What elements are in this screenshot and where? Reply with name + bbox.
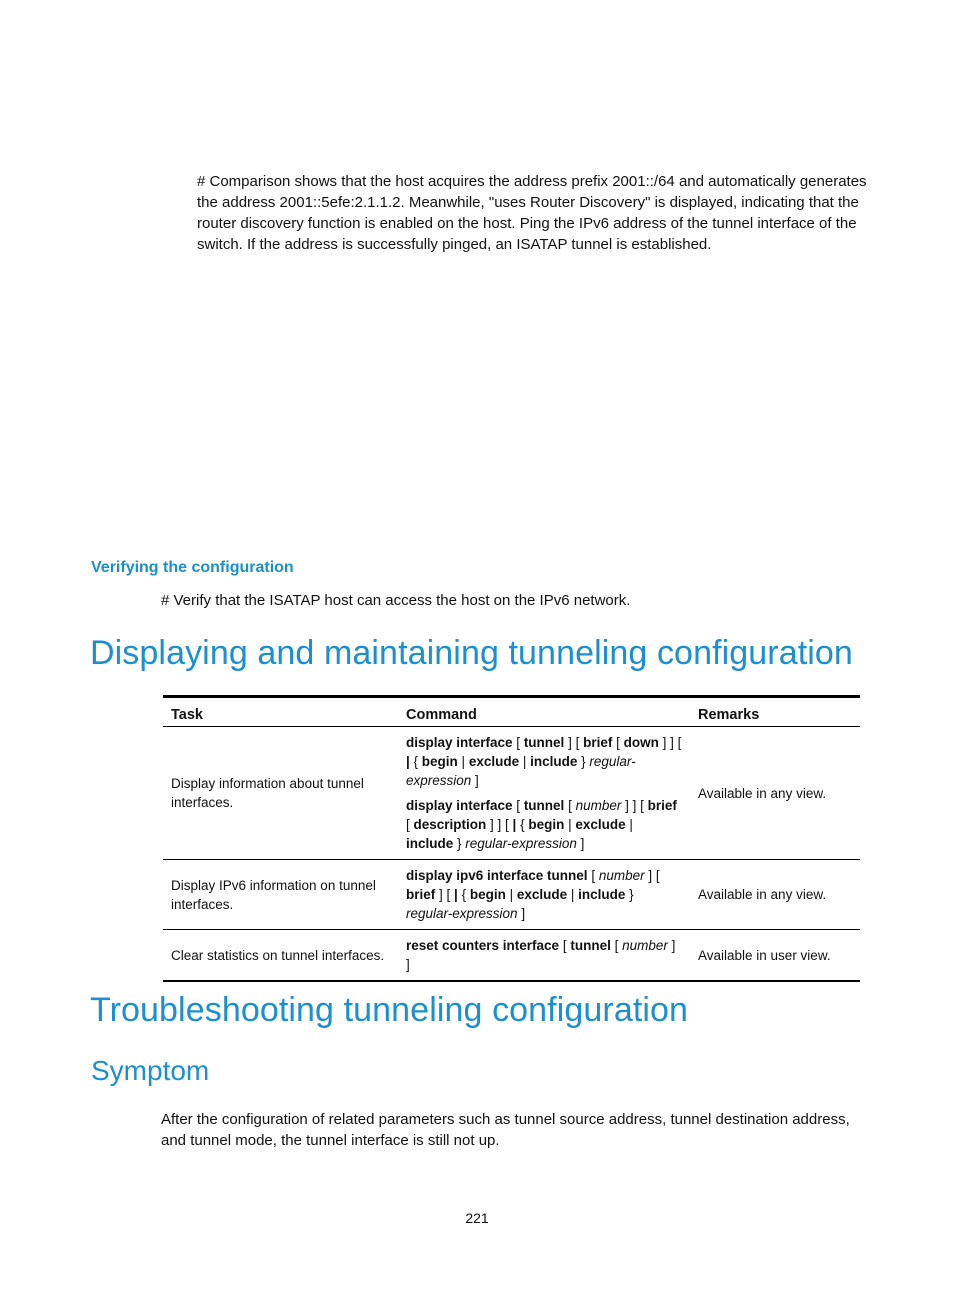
command-keyword: brief — [406, 887, 436, 902]
command-punctuation: | — [567, 887, 579, 902]
chapter-heading-displaying: Displaying and maintaining tunneling configuration — [90, 634, 853, 672]
command-argument: regular-expression — [465, 836, 577, 851]
table-row — [163, 727, 860, 860]
command-keyword: | — [406, 754, 410, 769]
command-keyword: include — [578, 887, 626, 902]
task-cell: Display IPv6 information on tunnel interfaces. — [163, 860, 398, 930]
command-cell — [398, 930, 690, 982]
command-syntax — [406, 866, 682, 923]
command-punctuation: ] ] [ — [486, 817, 513, 832]
command-argument: number — [598, 868, 645, 883]
remarks-cell: Available in any view. — [690, 727, 860, 860]
command-punctuation: | — [564, 817, 576, 832]
command-punctuation: ] ] [ — [621, 798, 648, 813]
command-keyword: reset counters interface — [406, 938, 560, 953]
table-row — [163, 860, 860, 930]
task-cell: Display information about tunnel interfaces. — [163, 727, 398, 860]
command-punctuation: { — [457, 887, 470, 902]
symptom-paragraph: After the configuration of related parameters such as tunnel source address, tunnel destination address, and tunnel mode, the tunnel interface is still not up. — [161, 1111, 850, 1149]
command-keyword: begin — [469, 887, 506, 902]
command-keyword: display interface — [406, 798, 513, 813]
command-punctuation: ] — [576, 836, 585, 851]
command-punctuation: | — [625, 817, 633, 832]
command-punctuation: ] [ — [564, 735, 584, 750]
section-heading-verifying: Verifying the configuration — [91, 559, 294, 576]
table-header-row — [163, 697, 860, 727]
intro-paragraph: # Comparison shows that the host acquires the address prefix 2001::/64 and automatically generates the address 2001::5efe:2.1.1.2. Meanwhile, "uses Router Discovery" is displayed, indicating that the router discovery function is enabled on the host. Ping the IPv6 address of the tunnel interface of the switch. If the address is successfully pinged, an ISATAP tunnel is established. — [197, 173, 867, 253]
command-punctuation: { — [516, 817, 529, 832]
command-argument: regular-expression — [406, 906, 518, 921]
command-keyword: begin — [528, 817, 565, 832]
command-keyword: include — [530, 754, 578, 769]
command-punctuation: ] ] [ — [658, 735, 682, 750]
command-keyword: brief — [647, 798, 677, 813]
command-punctuation: ] — [471, 773, 479, 788]
command-argument: number — [575, 798, 622, 813]
command-keyword: | — [512, 817, 517, 832]
command-cell — [398, 727, 690, 860]
command-punctuation: ] — [517, 906, 526, 921]
command-punctuation: | — [457, 754, 469, 769]
command-keyword: display interface — [406, 735, 513, 750]
column-header-task: Task — [163, 697, 398, 727]
command-keyword: display ipv6 interface tunnel — [406, 868, 588, 883]
command-punctuation: [ — [564, 798, 576, 813]
command-keyword: tunnel — [570, 938, 611, 953]
column-header-command: Command — [398, 697, 690, 727]
command-keyword: exclude — [468, 754, 520, 769]
command-punctuation: [ — [512, 735, 524, 750]
command-punctuation: ] [ — [644, 868, 660, 883]
command-punctuation: [ — [512, 798, 524, 813]
command-keyword: exclude — [516, 887, 568, 902]
command-punctuation: ] ] — [406, 938, 676, 972]
command-keyword: include — [406, 836, 454, 851]
command-keyword: description — [413, 817, 487, 832]
command-punctuation: | — [505, 887, 517, 902]
command-keyword: down — [623, 735, 659, 750]
command-argument: number — [622, 938, 668, 953]
command-keyword: | — [454, 887, 458, 902]
command-table — [163, 695, 860, 982]
command-keyword: brief — [583, 735, 613, 750]
chapter-heading-troubleshooting: Troubleshooting tunneling configuration — [90, 991, 689, 1029]
command-punctuation: [ — [612, 735, 624, 750]
command-punctuation: } — [625, 887, 634, 902]
command-syntax — [406, 796, 682, 853]
command-punctuation: | — [519, 754, 531, 769]
command-keyword: tunnel — [523, 798, 565, 813]
command-punctuation: } — [577, 754, 590, 769]
command-punctuation: { — [409, 754, 422, 769]
command-syntax — [406, 936, 682, 974]
command-keyword: tunnel — [523, 735, 565, 750]
command-keyword: begin — [421, 754, 458, 769]
page-number: 221 — [465, 1210, 489, 1226]
command-keyword: exclude — [575, 817, 626, 832]
table-row — [163, 930, 860, 982]
task-cell: Clear statistics on tunnel interfaces. — [163, 930, 398, 982]
command-argument: regular-expression — [406, 754, 636, 788]
command-cell — [398, 860, 690, 930]
command-syntax — [406, 733, 682, 790]
command-punctuation: [ — [406, 817, 414, 832]
command-punctuation: [ — [610, 938, 623, 953]
remarks-cell: Available in user view. — [690, 930, 860, 982]
section-heading-symptom: Symptom — [91, 1055, 210, 1086]
verify-paragraph: # Verify that the ISATAP host can access the host on the IPv6 network. — [161, 592, 631, 609]
command-punctuation: [ — [587, 868, 599, 883]
command-punctuation: [ — [559, 938, 571, 953]
remarks-cell: Available in any view. — [690, 860, 860, 930]
command-punctuation: ] [ — [435, 887, 455, 902]
column-header-remarks: Remarks — [690, 697, 860, 727]
command-punctuation: } — [453, 836, 466, 851]
